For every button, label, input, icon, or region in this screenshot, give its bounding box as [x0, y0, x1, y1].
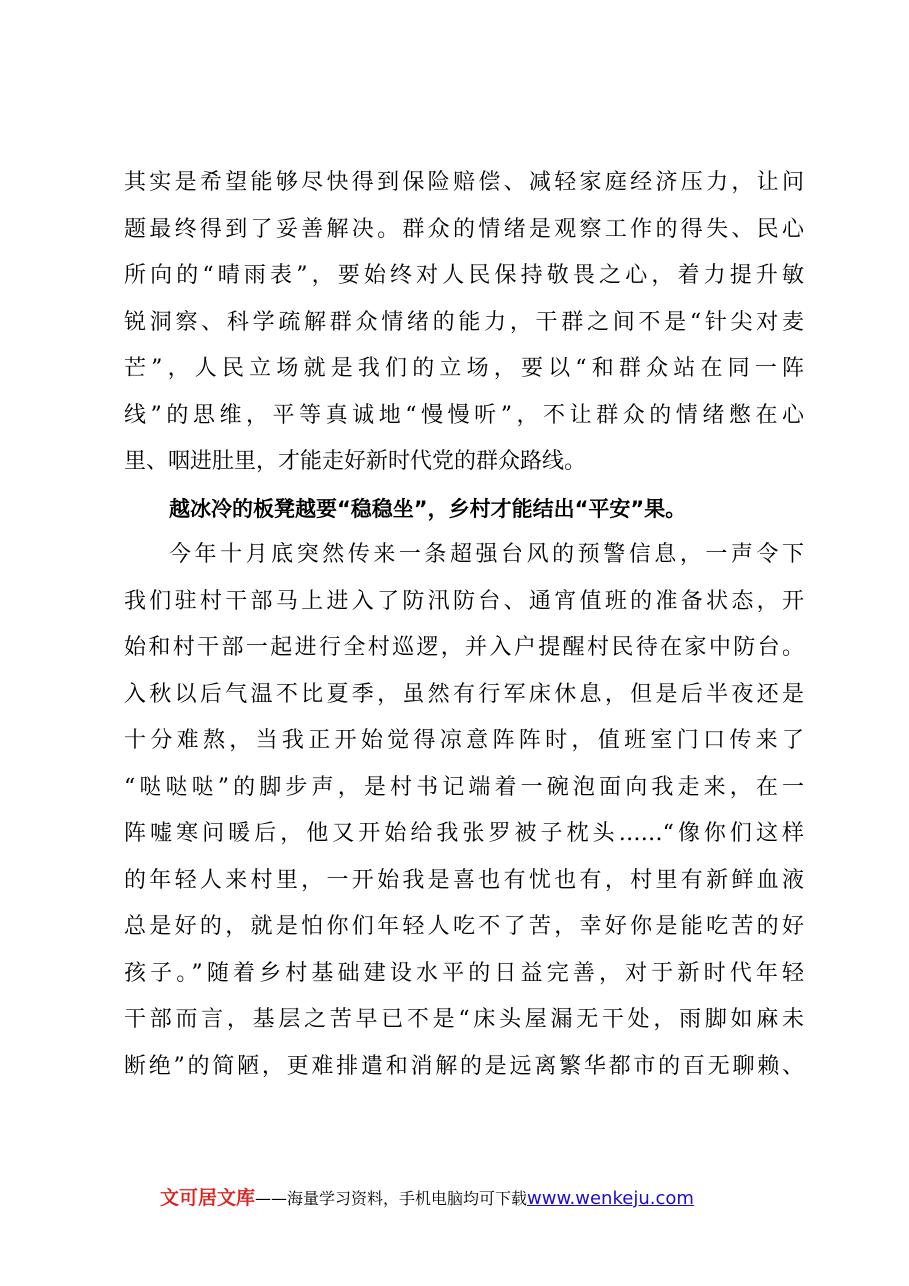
- paragraph-line: 今年十月底突然传来一条超强台风的预警信息，一声令下: [169, 542, 804, 567]
- page-footer: [160, 1183, 694, 1213]
- document-body: [124, 160, 804, 1090]
- paragraph-line: 断绝”的简陋，更难排遣和消解的是远离繁华都市的百无聊赖、: [124, 1053, 804, 1079]
- paragraph-line: 里、咽进肚里，才能走好新时代党的群众路线。: [124, 449, 587, 474]
- paragraph-line: 阵嘘寒问暖后，他又开始给我张罗被子枕头……“像你们这样: [124, 821, 804, 846]
- paragraph-line: 始和村干部一起进行全村巡逻，并入户提醒村民待在家中防台。: [124, 635, 804, 660]
- paragraph-line: 入秋以后气温不比夏季，虽然有行军床休息，但是后半夜还是: [124, 681, 804, 707]
- paragraph-line: 十分难熬，当我正开始觉得凉意阵阵时，值班室门口传来了: [124, 728, 804, 753]
- paragraph-line: 线”的思维，平等真诚地“慢慢听”，不让群众的情绪憋在心: [124, 402, 804, 428]
- paragraph-line: 题最终得到了妥善解决。群众的情绪是观察工作的得失、民心: [124, 216, 804, 242]
- paragraph-line: 所向的“晴雨表”，要始终对人民保持敬畏之心，着力提升敏: [124, 263, 804, 288]
- paragraph-line: 其实是希望能够尽快得到保险赔偿、减轻家庭经济压力，让问: [124, 170, 804, 195]
- paragraph-line: 锐洞察、科学疏解群众情绪的能力，干群之间不是“针尖对麦: [124, 309, 804, 335]
- paragraph-line: 的年轻人来村里，一开始我是喜也有忧也有，村里有新鲜血液: [124, 867, 804, 893]
- paragraph-line: 总是好的，就是怕你们年轻人吃不了苦，幸好你是能吃苦的好: [124, 914, 804, 939]
- paragraph-line: 干部而言，基层之苦早已不是“床头屋漏无干处，雨脚如麻未: [124, 1007, 804, 1032]
- paragraph-line: 孩子。”随着乡村基础建设水平的日益完善，对于新时代年轻: [124, 960, 804, 986]
- section-heading: 越冰冷的板凳越要“稳稳坐”，乡村才能结出“平安”果。: [169, 496, 687, 521]
- footer-brand: 文可居文库: [160, 1187, 256, 1209]
- footer-site-link[interactable]: www.wenkeju.com: [527, 1188, 694, 1209]
- footer-tagline: ——海量学习资料，手机电脑均可下载: [255, 1189, 528, 1208]
- paragraph-line: 我们驻村干部马上进入了防汛防台、通宵值班的准备状态，开: [124, 588, 804, 614]
- paragraph-line: 芒”，人民立场就是我们的立场，要以“和群众站在同一阵: [124, 356, 804, 381]
- paragraph-line: “哒哒哒”的脚步声，是村书记端着一碗泡面向我走来，在一: [124, 774, 804, 800]
